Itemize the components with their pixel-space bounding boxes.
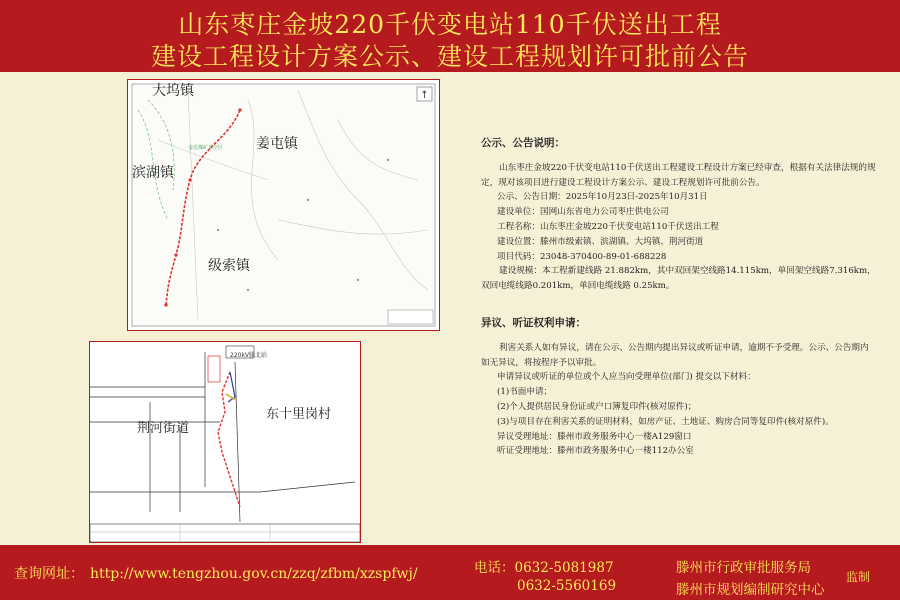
title-line-1: 山东枣庄金坡220千伏变电站110千伏送出工程	[178, 10, 722, 39]
hearing-address: 听证受理地址：滕州市政务服务中心一楼112办公室	[497, 446, 694, 457]
announcement-location: 建设位置：滕州市级索镇、滨湖镇、大坞镇、荆河街道	[497, 236, 704, 247]
org-approval-bureau: 滕州市行政审批服务局	[676, 560, 811, 576]
objection-item-2: (2)个人提供居民身份证或户口簿复印件(核对原件)；	[497, 401, 697, 412]
map-label-binhu: 滨湖镇	[132, 165, 174, 181]
url-label: 查询网址：	[14, 566, 84, 582]
footer-banner	[0, 545, 900, 600]
announcement-content	[481, 136, 876, 459]
objection-address: 异议受理地址：滕州市政务服务中心一楼A129窗口	[497, 431, 692, 442]
title-line-2: 建设工程设计方案公示、建设工程规划许可批前公告	[150, 42, 749, 71]
announcement-project-name: 工程名称：山东枣庄金坡220千伏变电站110千伏送出工程	[497, 221, 719, 232]
announcement-intro: 山东枣庄金坡220千伏变电站110千伏送出工程建设工程设计方案已经审查，根据有关法律法规的规定，现对该项目进行建设工程设计方案公示、建设工程规划许可批前公告。	[481, 162, 876, 188]
objection-item-3: (3)与项目存在利害关系的证明材料，如房产证、土地证、购房合同等复印件(核对原件)。	[497, 416, 834, 427]
supervise-label: 监制	[846, 570, 871, 584]
map-label-jiangtun: 姜屯镇	[256, 136, 298, 152]
route-map-detail	[89, 341, 361, 543]
header-banner	[0, 0, 900, 72]
map-label-jinghe: 荆河街道	[137, 421, 190, 436]
announcement-title: 公示、公告说明：	[481, 137, 565, 149]
objection-item-1: (1)书面申请；	[497, 387, 553, 398]
route-map-detail-drawing	[90, 342, 360, 542]
objection-title: 异议、听证权利申请：	[481, 316, 586, 329]
map-label-substation: 220kV滕北站	[230, 352, 268, 359]
route-map-overview-drawing	[128, 80, 439, 330]
org-planning-center: 滕州市规划编制研究中心	[676, 582, 825, 598]
announcement-project-code: 项目代码：23048-370400-89-01-688228	[497, 251, 667, 262]
map-label-goaf: 金达煤矿采空区	[188, 145, 224, 151]
announcement-scale: 建设规模：本工程新建线路 21.882km，其中双回架空线路14.115km，单回架空线路7.316km，双回电缆线路0.201km，单回电缆线路 0.25km。	[481, 266, 876, 292]
objection-intro: 利害关系人如有异议，请在公示、公告期内提出异议或听证申请，逾期不予受理。公示、公告期内如无异议，将按程序予以审批。	[481, 342, 869, 368]
announcement-date: 公示、公告日期：2025年10月23日-2025年10月31日	[497, 192, 708, 203]
route-map-overview	[127, 79, 440, 331]
north-arrow-icon: ↑	[420, 90, 429, 101]
objection-materials: 申请异议或听证的单位或个人应当向受理单位(部门) 提交以下材料：	[497, 372, 756, 383]
announcement-builder: 建设单位：国网山东省电力公司枣庄供电公司	[497, 207, 669, 218]
footer-url-block	[14, 563, 418, 583]
map-label-dawu: 大坞镇	[152, 83, 194, 99]
phone-number-2: 0632-5560169	[517, 578, 617, 594]
map-label-dongshili: 东十里岗村	[266, 407, 332, 422]
query-url-link[interactable]: http://www.tengzhou.gov.cn/zzq/zfbm/xzspfwj/	[90, 566, 418, 582]
phone-number-1: 0632-5081987	[514, 560, 614, 576]
footer-phone-1	[474, 556, 614, 576]
map-label-jisuo: 级索镇	[208, 258, 250, 274]
phone-label: 电话：	[474, 560, 515, 576]
